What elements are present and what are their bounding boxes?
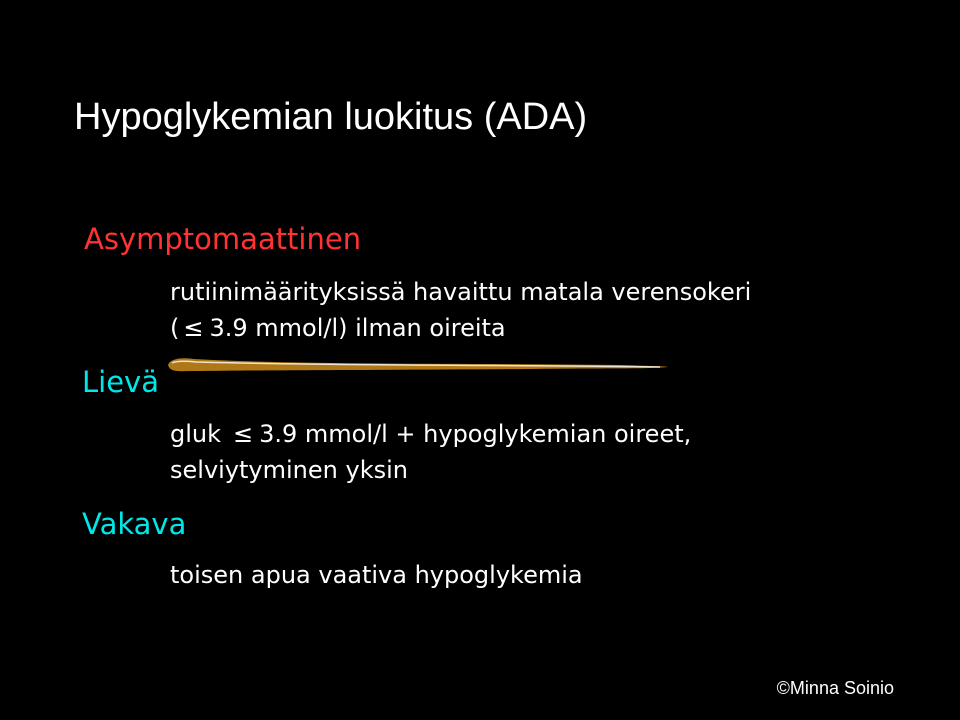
description-line: selviytyminen yksin xyxy=(170,456,408,484)
less-or-equal-icon: ≤ xyxy=(233,420,254,448)
copyright-footer: ©Minna Soinio xyxy=(776,678,894,698)
category-mild-label: Lievä xyxy=(82,365,159,399)
category-severe-description xyxy=(170,557,583,593)
less-or-equal-icon: ≤ xyxy=(183,314,204,342)
threshold-text: 3.9 mmol/l) ilman oireita xyxy=(209,314,506,342)
category-asymptomatic-label: Asymptomaattinen xyxy=(84,222,362,256)
category-asymptomatic-description xyxy=(170,274,751,346)
description-line: rutiinimäärityksissä havaittu matala verensokeri xyxy=(170,278,752,306)
description-line: toisen apua vaativa hypoglykemia xyxy=(170,561,583,589)
description-line xyxy=(170,416,691,452)
slide-title: Hypoglykemian luokitus (ADA) xyxy=(74,96,588,138)
category-mild-description xyxy=(170,416,691,488)
category-severe-label: Vakava xyxy=(82,507,187,541)
threshold-text: 3.9 mmol/l + hypoglykemian oireet, xyxy=(259,420,692,448)
open-paren: ( xyxy=(170,314,180,342)
divider-line xyxy=(150,351,670,381)
description-line xyxy=(170,310,751,346)
gluk-text: gluk xyxy=(170,420,222,448)
